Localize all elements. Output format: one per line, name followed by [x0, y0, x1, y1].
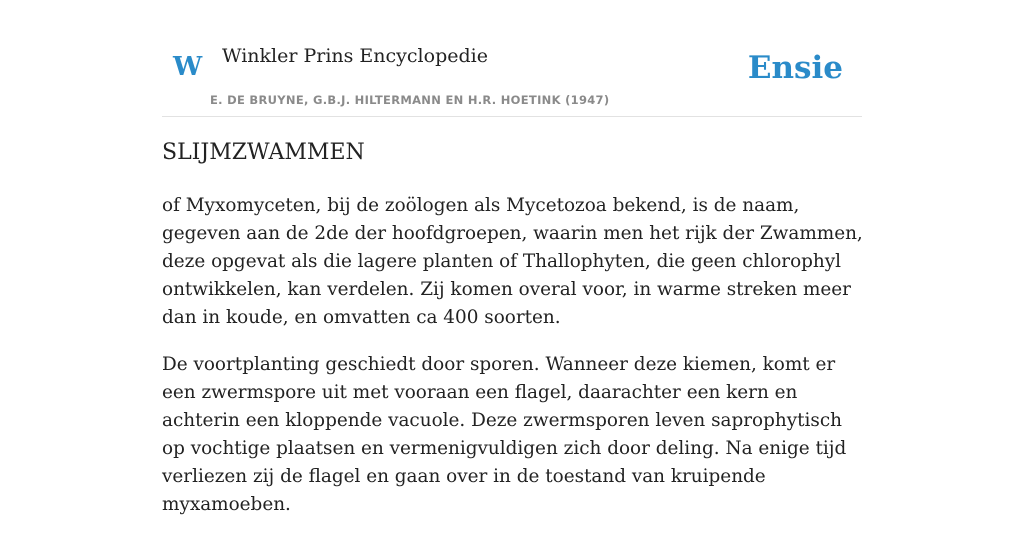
source-title[interactable]: Winkler Prins Encyclopedie [222, 45, 488, 67]
ensie-logo[interactable]: Ensie [747, 50, 843, 86]
source-logo[interactable]: W [173, 52, 203, 82]
entry-body [162, 192, 867, 538]
source-header [162, 0, 862, 117]
paragraph: of Myxomyceten, bij de zoölogen als Mycetozoa bekend, is de naam, gegeven aan de 2de der hoofdgroepen, waarin men het rijk der Zwammen, deze opgevat als die lagere planten of Thallophyten, die geen chlorophyl ontwikkelen, kan verdelen. Zij komen overal voor, in warme streken meer dan in koude, en omvatten ca 400 soorten. [162, 195, 863, 328]
entry-title: SLIJMZWAMMEN [162, 140, 365, 165]
source-author: E. DE BRUYNE, G.B.J. HILTERMANN EN H.R. HOETINK (1947) [210, 93, 610, 107]
paragraph: De voortplanting geschiedt door sporen. Wanneer deze kiemen, komt er een zwermspore uit met vooraan een flagel, daarachter een kern en achterin een kloppende vacuole. Deze zwermsporen leven saprophytisch op vochtige plaatsen en vermenigvuldigen zich door deling. Na enige tijd verliezen zij de flagel en gaan over in de toestand van kruipende myxamoeben. [162, 354, 847, 515]
